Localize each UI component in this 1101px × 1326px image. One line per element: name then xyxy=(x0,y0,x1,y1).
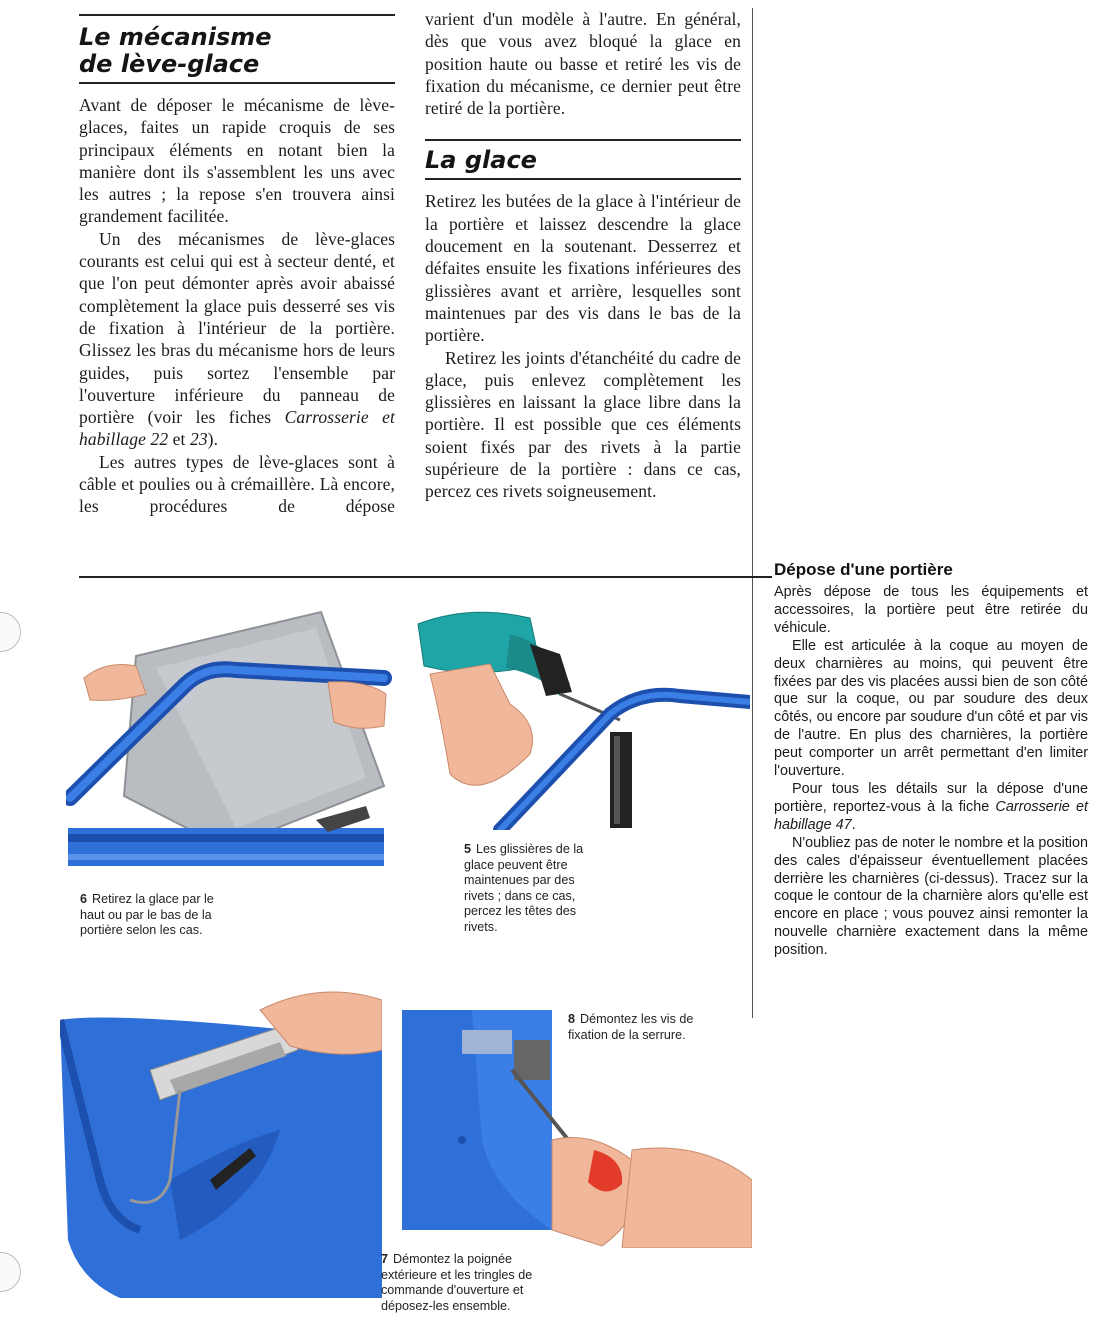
figure-5-illustration xyxy=(410,604,750,830)
paragraph xyxy=(79,228,395,451)
heading-line-1: Le mécanisme xyxy=(79,23,272,51)
figure-number: 6 xyxy=(80,892,88,906)
sidebar-paragraph: Elle est articulée à la coque au moyen de deux charnières au moins, qui peuvent être fixées par des vis placées aussi bien de son côté que sur la coque, ou par soudure des deux côtés, ou encore par soudure d'un côté et par vis de l'autre. En plus des charnières, la portière peut comporter un arrêt permettant d'en limiter l'ouverture. xyxy=(774,637,1088,780)
middle-column xyxy=(425,8,741,503)
caption-text: Retirez la glace par le haut ou par le bas de la portière selon les cas. xyxy=(80,892,214,937)
figure-number: 7 xyxy=(381,1252,389,1266)
caption-text: Les glissières de la glace peuvent être maintenues par des rivets ; dans ce cas, percez les têtes des rivets. xyxy=(464,842,584,934)
paragraph-text: ). xyxy=(207,429,219,450)
paragraph-text: et xyxy=(168,429,190,450)
figure-8-illustration xyxy=(402,1010,752,1248)
section-heading-glace: La glace xyxy=(425,146,537,175)
heading-underline xyxy=(79,82,395,84)
figure-number: 8 xyxy=(568,1012,576,1026)
paragraph-text: Pour tous les détails sur la dépose d'une portière, reportez-vous à la fiche xyxy=(774,780,1088,815)
left-column xyxy=(79,24,395,518)
heading-underline xyxy=(425,178,741,180)
paragraph-text: . xyxy=(851,816,856,833)
caption-fig-6 xyxy=(80,892,230,939)
caption-fig-7 xyxy=(381,1252,571,1314)
sidebar-paragraph xyxy=(774,781,1088,835)
paragraph: Retirez les joints d'étanchéité du cadre de glace, puis enlevez complètement les glissières en laissant la glace libre dans la portière. Il est possible que ces éléments soient fixés par des rivets à la partie supérieure de la portière : dans ce cas, percez ces rivets soigneusement. xyxy=(425,347,741,502)
column-divider xyxy=(752,8,753,1018)
reference-italic: Carrosserie et habillage 22 xyxy=(79,407,395,450)
heading-rule xyxy=(425,139,741,141)
sidebar-paragraph: Après dépose de tous les équipements et accessoires, la portière peut être retirée du véhicule. xyxy=(774,584,1088,636)
section-heading-leve-glace xyxy=(79,24,395,78)
figure-6-illustration xyxy=(66,608,396,890)
reference-italic: 23 xyxy=(189,429,208,450)
text-bottom-rule xyxy=(79,576,772,578)
caption-text: Démontez les vis de fixation de la serrure. xyxy=(568,1012,694,1042)
figure-7-illustration xyxy=(60,980,382,1298)
paragraph: Les autres types de lève-glaces sont à câble et poulies ou à crémaillère. Là encore, les procédures de dépose xyxy=(79,451,395,517)
sidebar-box xyxy=(774,560,1088,960)
binder-hole-bottom xyxy=(0,1252,21,1292)
caption-fig-8 xyxy=(568,1012,718,1043)
caption-fig-5 xyxy=(464,842,604,935)
paragraph: Avant de déposer le mécanisme de lève-glaces, faites un rapide croquis de ses principaux éléments en notant bien la manière dont ils s'assemblent les uns avec les autres ; la repose s'en trouvera ainsi grandement facilitée. xyxy=(79,95,395,227)
paragraph: Retirez les butées de la glace à l'intérieur de la portière et laissez descendre la glace doucement en la soutenant. Desserrez et défaites ensuite les fixations inférieures des glissières avant et arrière, lesquelles sont maintenues par des vis dans le bas de la portière. xyxy=(425,191,741,346)
binder-hole-top xyxy=(0,612,21,652)
reference-italic: Carrosserie et habillage 47 xyxy=(774,798,1089,833)
figure-number: 5 xyxy=(464,842,472,856)
paragraph-text: Un des mécanismes de lève-glaces courants est celui qui est à secteur denté, et que l'on peut démonter après avoir abaissé complètement la glace puis desserré ses vis de fixation à l'intérieur de la portière. Glissez les bras du mécanisme hors de leurs guides, puis sortez l'ensemble par l'ouverture inférieure du panneau de portière (voir les fiches xyxy=(79,228,395,428)
top-rule-left xyxy=(79,14,395,16)
caption-text: Démontez la poignée extérieure et les tringles de commande d'ouverture et déposez-les ensemble. xyxy=(381,1252,533,1313)
sidebar-heading: Dépose d'une portière xyxy=(774,560,953,579)
paragraph: varient d'un modèle à l'autre. En général, dès que vous avez bloqué la glace en position haute ou basse et retiré les vis de fixation du mécanisme, ce dernier peut être retiré de la portière. xyxy=(425,9,741,119)
sidebar-paragraph: N'oubliez pas de noter le nombre et la position des cales d'épaisseur éventuellement placées derrière les charnières (ci-dessus). Tracez sur la coque le contour de la charnière alors qu'elle est encore en place ; vous pouvez ainsi remonter la nouvelle charnière exactement dans la même position. xyxy=(774,834,1088,959)
heading-line-2: de lève-glace xyxy=(79,50,260,78)
